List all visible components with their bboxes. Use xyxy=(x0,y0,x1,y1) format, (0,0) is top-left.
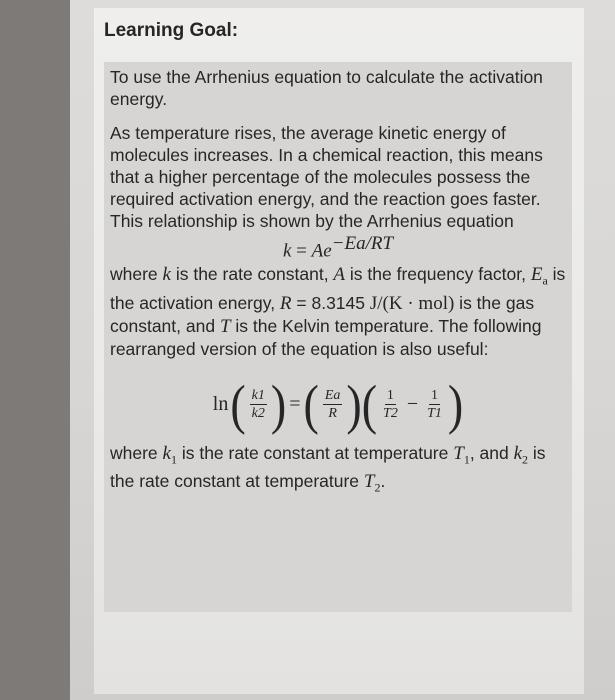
close-text-3: , and xyxy=(469,442,514,463)
def-text-4: is the activation energy, xyxy=(110,264,566,313)
close-k2: k xyxy=(513,442,523,464)
frac-R: R xyxy=(328,406,337,422)
def-text-7: is the Kelvin temperature. The following rearranged version of the equation is also useful: xyxy=(110,315,542,359)
fraction-k1-k2 xyxy=(250,387,267,422)
close-T1: T xyxy=(453,442,464,464)
def-text-6: is the gas constant, and xyxy=(110,292,535,336)
close-k1-sub: 1 xyxy=(170,452,177,467)
goal-text: To use the Arrhenius equation to calculate the activation energy. xyxy=(110,67,543,109)
def-T: T xyxy=(219,315,231,337)
eq1-exponent: −Ea/RT xyxy=(331,233,394,254)
intro-text: As temperature rises, the average kinetic energy of molecules increases. In a chemical reaction, this means that a higher percentage of the molecules possess the required activation energy, and the reaction goes faster. This relationship is shown by the Arrhenius equation xyxy=(110,123,543,231)
learning-goal-card xyxy=(94,8,584,694)
left-paren-icon: ( xyxy=(303,373,319,435)
close-text-1: where xyxy=(110,442,163,463)
close-k2-sub: 2 xyxy=(522,452,529,467)
def-text-1: where xyxy=(110,264,163,285)
right-paren-icon: ) xyxy=(447,373,464,435)
fraction-1-t2 xyxy=(381,387,400,422)
frac-k2: k2 xyxy=(251,406,265,422)
eq1-equals: = xyxy=(296,240,307,262)
fraction-1-t1 xyxy=(425,387,444,422)
eq2-ln: ln xyxy=(212,393,229,416)
closing-text xyxy=(110,442,566,499)
close-T2: T xyxy=(363,471,375,493)
eq1-k: k xyxy=(282,240,292,262)
def-text-3: is the frequency factor, xyxy=(345,264,531,285)
fraction-ea-r xyxy=(323,387,343,422)
close-text-4: is the rate constant at temperature xyxy=(110,442,546,492)
def-R: R xyxy=(279,292,292,314)
def-k: k xyxy=(162,264,171,286)
def-units: J/(K · mol) xyxy=(369,292,455,314)
rearranged-equation xyxy=(110,370,566,440)
close-T1-sub: 1 xyxy=(463,452,470,467)
def-text-2: is the rate constant, xyxy=(170,264,334,285)
frac-Ea: Ea xyxy=(324,388,341,404)
left-paren-icon: ( xyxy=(230,373,246,435)
close-k1: k xyxy=(162,442,171,464)
eq1-A: A xyxy=(311,240,324,262)
eq2-equals: = xyxy=(289,393,301,416)
frac-one-a: 1 xyxy=(386,388,394,404)
frac-one-b: 1 xyxy=(431,388,438,404)
def-A: A xyxy=(333,264,346,286)
close-text-5: . xyxy=(380,471,386,492)
frac-k1: k1 xyxy=(251,388,265,404)
frac-T2: T2 xyxy=(383,406,398,422)
frac-T1: T1 xyxy=(427,406,442,422)
eq2-minus: − xyxy=(406,393,419,416)
definitions-text xyxy=(110,263,566,360)
content-box xyxy=(104,62,572,612)
left-paren-icon: ( xyxy=(361,373,378,435)
def-text-5: = 8.3145 xyxy=(291,292,370,313)
def-Ea-sub: a xyxy=(542,273,548,288)
learning-goal-heading: Learning Goal: xyxy=(104,20,239,41)
close-T2-sub: 2 xyxy=(374,480,381,495)
def-Ea: E xyxy=(530,264,543,286)
right-paren-icon: ) xyxy=(270,373,287,435)
eq1-e: e xyxy=(323,240,332,262)
close-text-2: is the rate constant at temperature xyxy=(176,442,454,463)
arrhenius-equation xyxy=(110,232,566,263)
right-paren-icon: ) xyxy=(346,373,362,435)
